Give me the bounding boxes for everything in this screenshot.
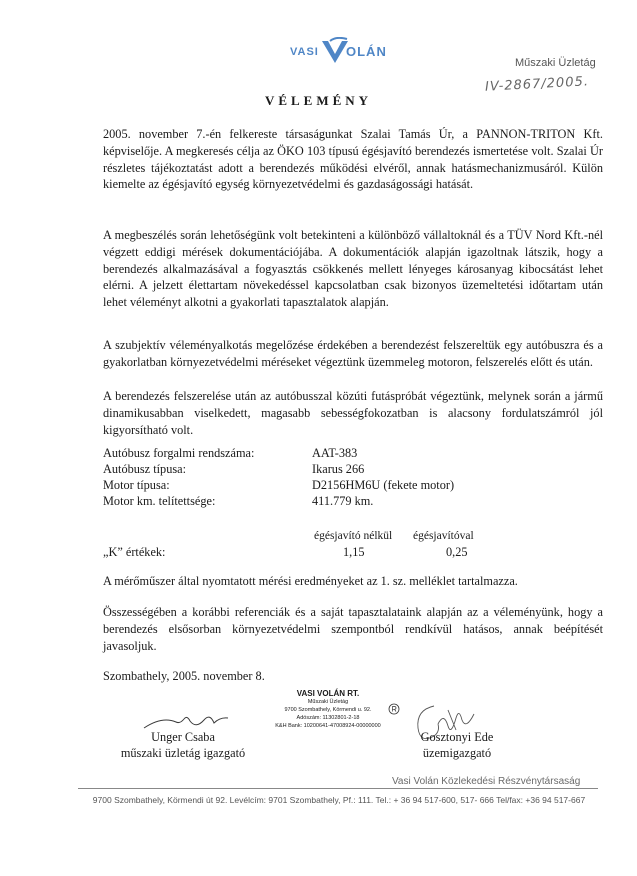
stamp-line: VASI VOLÁN RT. <box>296 689 360 698</box>
stamp-line: Műszaki Üzletág <box>307 699 349 705</box>
footer-contact: 9700 Szombathely, Körmendi út 92. Levélcím: 9701 Szombathely, Pf.: 111. Tel.: + 36 94 517-600, 517- 666 Tel/fax: +36 94 517-667 <box>92 795 586 805</box>
paragraph-1: 2005. november 7.-én felkereste társaságunkat Szalai Tamás Úr, a PANNON-TRITON Kft. képviselője. A megkeresés célja az ÖKO 103 típusú égésjavító berendezés ismertetése volt. Szalai Úr részletes tájékoztatást adott a berendezés működési elvéről, annak hatásmechanizmusáról. Külön kiemelte az égésjavító egység környezetvédelmi és gazdaságossági hatását. <box>103 127 603 192</box>
k-col2-value: 0,25 <box>446 545 468 559</box>
paragraph-5: A mérőműszer által nyomtatott mérési eredményeket az 1. sz. melléklet tartalmazza. <box>103 574 518 588</box>
stamp-line: K&H Bank: 10200641-47008924-00000000 <box>275 723 381 729</box>
vehicle-value: 411.779 km. <box>312 494 374 508</box>
company-stamp <box>262 690 394 730</box>
vehicle-label: Motor km. telítettsége: <box>103 494 216 508</box>
vehicle-label: Motor típusa: <box>103 478 170 492</box>
paragraph-2: A megbeszélés során lehetőségünk volt betekinteni a különböző vállaltoknál és a TÜV Nord Kft.-nél végzett eddigi mérések dokumentációjába. A dokumentációk alapján igazoltnak látszik, hogy a berendezés alkalmazásával a fogyasztás csökkenés mellett lényeges károsanyag kibocsátást lehet elérni. A jelzett élettartam növekedéssel kapcsolatban csak bizonyos üzemeltetési időtartam után lehet véleményt alkotni a gyakorlati tapasztalatok alapján. <box>103 228 603 310</box>
vehicle-label: Autóbusz forgalmi rendszáma: <box>103 446 255 460</box>
k-values-label: „K” értékek: <box>103 545 166 559</box>
department-label: Műszaki Üzletág <box>515 57 596 69</box>
logo-text-left: VASI <box>290 46 319 58</box>
signatory-left-name: Unger Csaba <box>151 730 215 744</box>
stamp-line: Adószám: 11302801-2-18 <box>296 715 360 721</box>
signatory-left-title: műszaki üzletág igazgató <box>120 746 246 760</box>
vehicle-label: Autóbusz típusa: <box>103 462 186 476</box>
footer-divider <box>78 788 598 789</box>
k-col1-header: égésjavító nélkül <box>314 530 393 542</box>
signatory-right-name: Gosztonyi Ede <box>420 730 494 744</box>
paragraph-3: A szubjektív véleményalkotás megelőzése érdekében a berendezést felszereltük egy autóbuszra és a gyakorlatban környezetvédelmi méréseket végeztünk üzemmeleg motoron, felszerelés előtt és után. <box>103 338 603 369</box>
signatory-right-title: üzemigazgató <box>422 746 492 760</box>
registered-mark-icon <box>388 703 400 715</box>
handwritten-reference: IV-2867/2005. <box>484 74 590 95</box>
k-col1-value: 1,15 <box>343 545 365 559</box>
vehicle-value: Ikarus 266 <box>312 462 365 476</box>
paragraph-4: A berendezés felszerelése után az autóbusszal közúti futáspróbát végeztünk, melynek során a jármű dinamikusabban viselkedett, magasabb sebességfokozatban is alacsony fordulatszámról jól kigyorsítható volt. <box>103 389 603 437</box>
vehicle-value: D2156HM6U (fekete motor) <box>312 478 455 492</box>
stamp-line: 9700 Szombathely, Körmendi u. 92. <box>284 707 372 713</box>
company-name: Vasi Volán Közlekedési Részvénytársaság <box>392 776 581 787</box>
document-title: VÉLEMÉNY <box>264 93 373 108</box>
vehicle-value: AAT-383 <box>312 446 358 460</box>
k-col2-header: égésjavítóval <box>413 530 474 542</box>
place-date: Szombathely, 2005. november 8. <box>103 669 265 683</box>
logo-text-right: OLÁN <box>346 44 387 59</box>
paragraph-6: Összességében a korábbi referenciák és a saját tapasztalataink alapján az a véleményünk, hogy a berendezés elsősorban környezetvédelmi szempontból rendkívül hatásos, annak beépítését javasoljuk. <box>103 605 603 653</box>
company-logo <box>290 37 430 71</box>
